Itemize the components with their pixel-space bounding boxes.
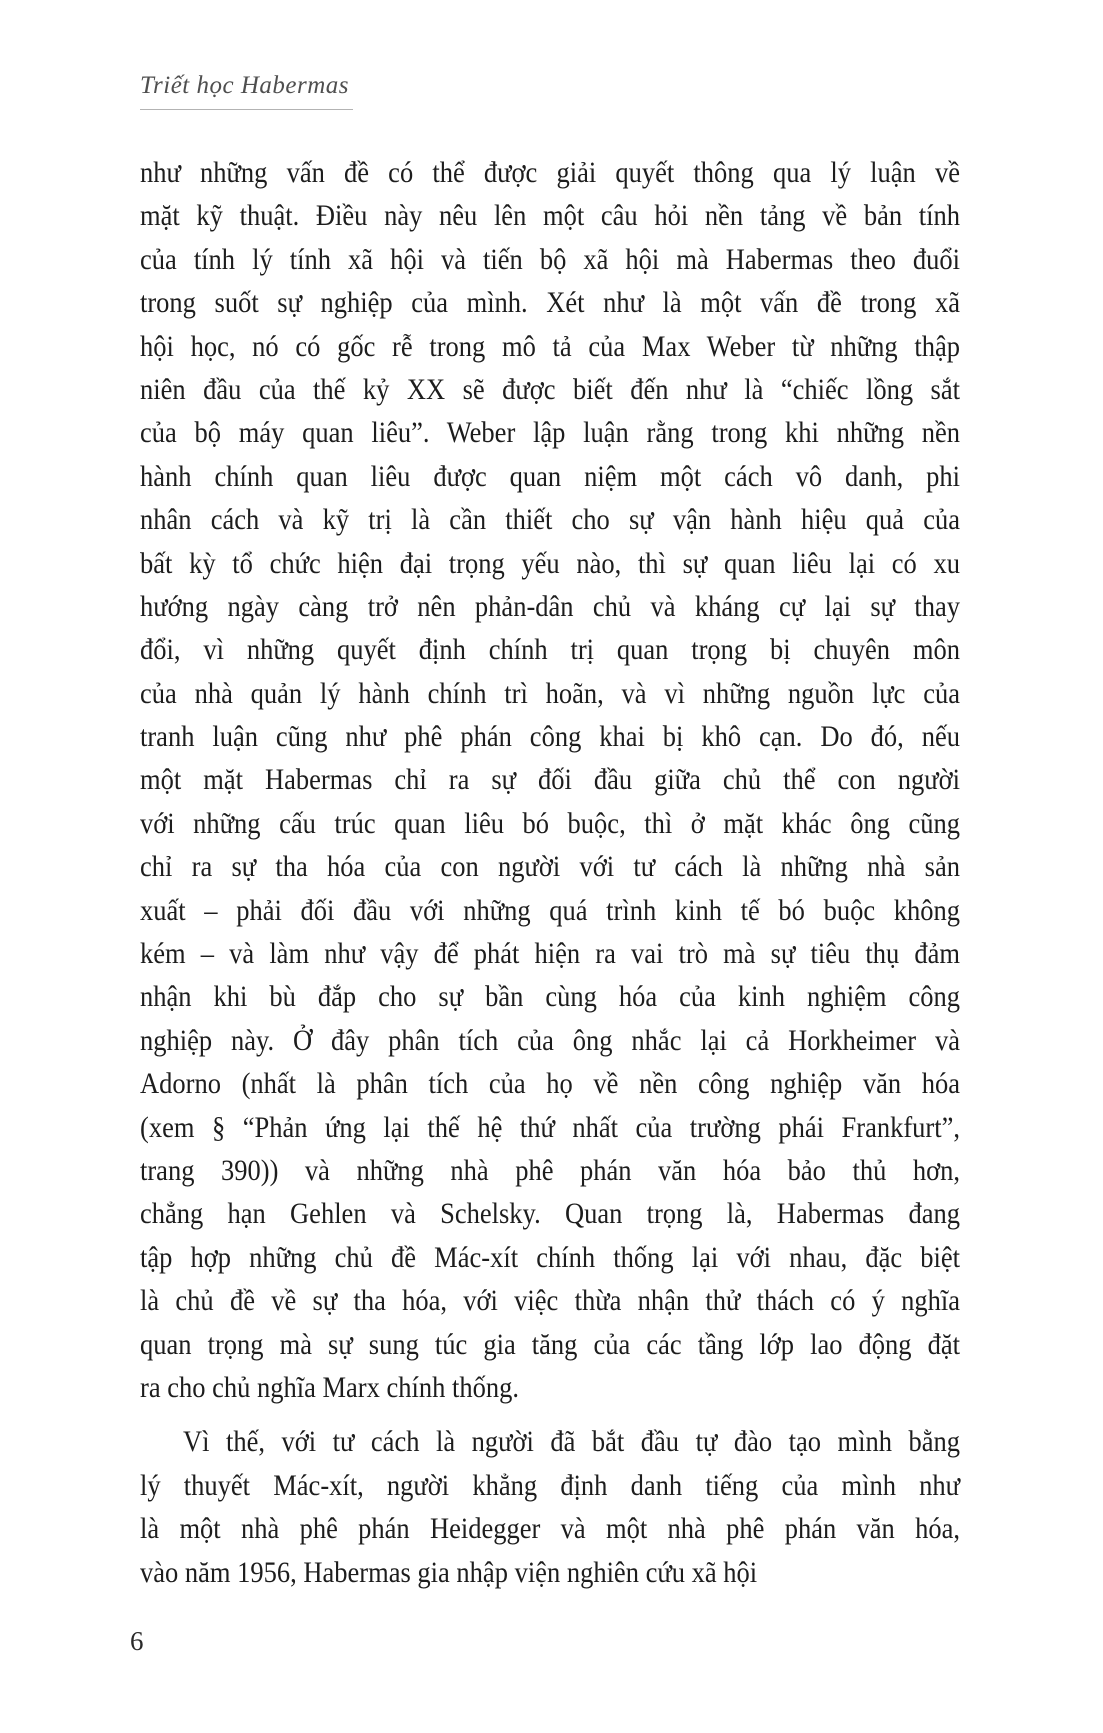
text-line: nhận khi bù đắp cho sự bần cùng hóa của kinh nghiệm công <box>140 979 960 1013</box>
text-line: tập hợp những chủ đề Mác-xít chính thống lại với nhau, đặc biệt <box>140 1240 960 1274</box>
text-line: hướng ngày càng trở nên phản-dân chủ và kháng cự lại sự thay <box>140 589 960 623</box>
body-text <box>140 151 960 1594</box>
text-line: tranh luận cũng như phê phán công khai bị khô cạn. Do đó, nếu <box>140 719 960 753</box>
paragraph <box>140 151 960 1409</box>
paragraph <box>140 1420 960 1594</box>
text-line: nghiệp này. Ở đây phân tích của ông nhắc lại cả Horkheimer và <box>140 1023 960 1057</box>
text-line: trang 390)) và những nhà phê phán văn hóa bảo thủ hơn, <box>140 1153 960 1187</box>
text-line: là chủ đề về sự tha hóa, với việc thừa nhận thử thách có ý nghĩa <box>140 1283 960 1317</box>
text-line: quan trọng mà sự sung túc gia tăng của các tầng lớp lao động đặt <box>140 1326 960 1360</box>
text-line: hội học, nó có gốc rễ trong mô tả của Max Weber từ những thập <box>140 328 960 362</box>
text-line: của nhà quản lý hành chính trì hoãn, và vì những nguồn lực của <box>140 676 960 710</box>
text-line: đổi, vì những quyết định chính trị quan trọng bị chuyên môn <box>140 632 960 666</box>
text-line: một mặt Habermas chỉ ra sự đối đầu giữa chủ thể con người <box>140 762 960 796</box>
text-line: chẳng hạn Gehlen và Schelsky. Quan trọng là, Habermas đang <box>140 1196 960 1230</box>
text-line: với những cấu trúc quan liêu bó buộc, thì ở mặt khác ông cũng <box>140 806 960 840</box>
text-line: vào năm 1956, Habermas gia nhập viện nghiên cứu xã hội <box>140 1554 758 1588</box>
text-line: nhân cách và kỹ trị là cần thiết cho sự vận hành hiệu quả của <box>140 502 960 536</box>
text-line: là một nhà phê phán Heidegger và một nhà phê phán văn hóa, <box>140 1511 960 1545</box>
text-line: ra cho chủ nghĩa Marx chính thống. <box>140 1370 519 1404</box>
text-line: Adorno (nhất là phân tích của họ về nền công nghiệp văn hóa <box>140 1066 960 1100</box>
text-line: như những vấn đề có thể được giải quyết thông qua lý luận về <box>140 155 960 189</box>
text-line: lý thuyết Mác-xít, người khẳng định danh tiếng của mình như <box>140 1468 960 1502</box>
text-line: Vì thế, với tư cách là người đã bắt đầu tự đào tạo mình bằng <box>183 1424 960 1458</box>
text-line: của tính lý tính xã hội và tiến bộ xã hội mà Habermas theo đuổi <box>140 242 960 276</box>
text-line: hành chính quan liêu được quan niệm một cách vô danh, phi <box>140 459 960 493</box>
text-line: bất kỳ tổ chức hiện đại trọng yếu nào, thì sự quan liêu lại có xu <box>140 545 960 579</box>
running-header: Triết học Habermas <box>140 72 353 110</box>
text-line: của bộ máy quan liêu”. Weber lập luận rằng trong khi những nền <box>140 415 960 449</box>
text-line: mặt kỹ thuật. Điều này nêu lên một câu hỏi nền tảng về bản tính <box>140 198 960 232</box>
page-number: 6 <box>130 1626 144 1656</box>
text-line: kém – và làm như vậy để phát hiện ra vai trò mà sự tiêu thụ đảm <box>140 936 960 970</box>
text-line: (xem § “Phản ứng lại thế hệ thứ nhất của trường phái Frankfurt”, <box>140 1110 960 1144</box>
text-line: niên đầu của thế kỷ XX sẽ được biết đến như là “chiếc lồng sắt <box>140 372 960 406</box>
text-line: xuất – phải đối đầu với những quá trình kinh tế bó buộc không <box>140 893 960 927</box>
text-line: trong suốt sự nghiệp của mình. Xét như là một vấn đề trong xã <box>140 285 960 319</box>
text-line: chỉ ra sự tha hóa của con người với tư cách là những nhà sản <box>140 849 960 883</box>
